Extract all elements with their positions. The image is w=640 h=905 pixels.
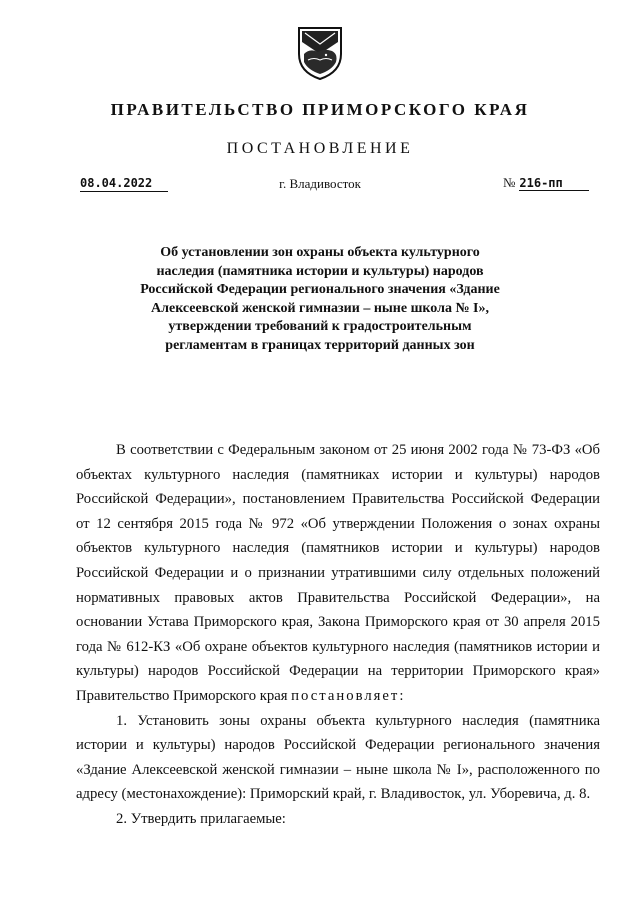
resolves-colon: :	[399, 687, 404, 704]
number-value: 216-пп	[519, 176, 589, 191]
preamble-paragraph	[76, 438, 600, 709]
resolves-word: постановляет	[291, 687, 400, 704]
item-1-paragraph: 1. Установить зоны охраны объекта культурного наследия (памятника истории и культуры) народов Российской Федерации регионального значения «Здание Алексеевской женской гимназии – ныне школа № I», расположенного по адресу (местонахождение): Приморский край, г. Владивосток, ул. Уборевича, д. 8.	[76, 712, 600, 803]
document-city: г. Владивосток	[279, 176, 361, 191]
number-label: №	[503, 175, 516, 190]
item-2-paragraph: 2. Утвердить прилагаемые:	[116, 810, 286, 827]
preamble-text: В соответствии с Федеральным законом от 25 июня 2002 года № 73-ФЗ «Об объектах культурного наследия (памятниках истории и культуры) народов Российской Федерации», постановлением Правительства Российской Федерации от 12 сентября 2015 года № 972 «Об утверждении Положения о зонах охраны объектов культурного наследия (памятников истории и культуры) народов Российской Федерации и о признании утратившими силу отдельных положений нормативных правовых актов Правительства Российской Федерации», на основании Устава Приморского края, Закона Приморского края от 30 апреля 2015 года № 612-КЗ «Об охране объектов культурного наследия (памятников истории и культуры) народов Российской Федерации на территории Приморского края» Правительство Приморского края	[76, 442, 600, 704]
document-body	[76, 438, 600, 832]
document-date: 08.04.2022	[80, 176, 168, 192]
government-title: ПРАВИТЕЛЬСТВО ПРИМОРСКОГО КРАЯ	[110, 100, 530, 119]
document-type: ПОСТАНОВЛЕНИЕ	[226, 140, 414, 157]
document-number	[503, 175, 589, 191]
coat-of-arms-icon	[296, 24, 344, 82]
document-heading: Об установлении зон охраны объекта культурного наследия (памятника истории и культуры) народов Российской Федерации регионального значения «Здание Алексеевской женской гимназии – ныне школа № I», утверждении требований к градостроительным регламентам в границах территорий данных зон	[140, 245, 500, 353]
